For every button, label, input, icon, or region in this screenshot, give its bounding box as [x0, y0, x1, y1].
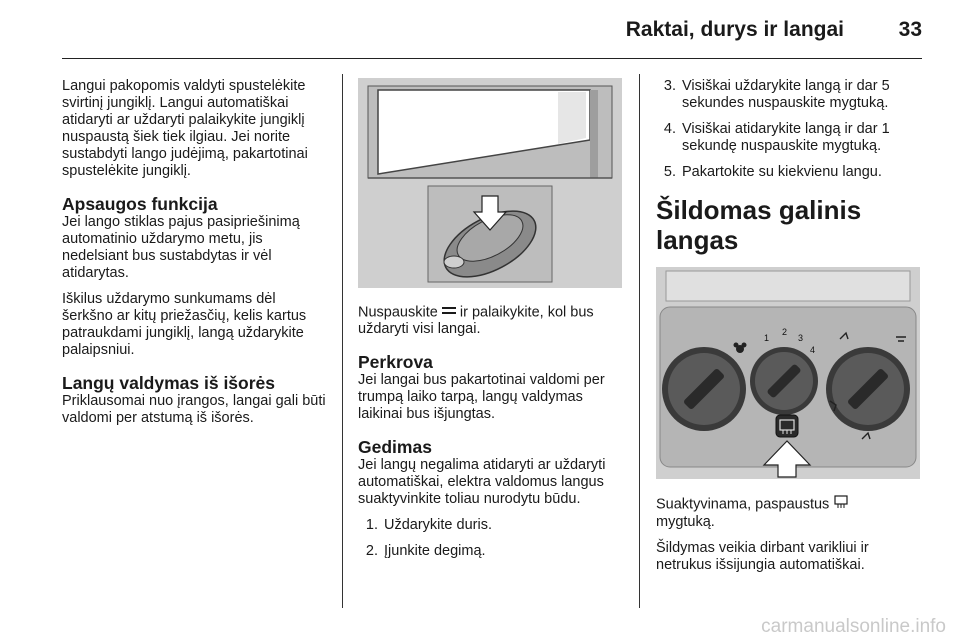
page-title: Raktai, durys ir langai: [625, 18, 844, 41]
column-2: [358, 78, 624, 569]
column-divider-1: [342, 74, 343, 608]
key-fob-illustration: [358, 78, 622, 288]
list-item: 1. Uždarykite duris.: [365, 517, 492, 534]
heading-protection: Apsaugos funkcija: [62, 194, 218, 214]
header-divider: [62, 58, 922, 59]
fault-steps-continued: [656, 78, 924, 181]
fault-paragraph: Jei langų negalima atidaryti ar uždaryti automatiškai, elektra valdomus langus suaktyvinkite toliau nurodytu būdu.: [358, 457, 606, 508]
intro-paragraph: Langui pakopomis valdyti spustelėkite svirtinį jungiklį. Langui automatiškai atidaryti ar uždaryti palaikykite jungiklį nuspaustą šiek tiek ilgiau. Jei norite sustabdyti lango judėjimą, pakartotinai spustelėkite jungiklį.: [62, 78, 308, 179]
key-fob-figure: [358, 78, 622, 288]
fan-knob: [750, 347, 818, 415]
heading-fault: Gedimas: [358, 437, 432, 458]
activation-paragraph: Suaktyvinama, paspaustus mygtuką.: [656, 495, 924, 531]
fan-speed-3: 3: [798, 333, 804, 343]
list-item: 5. Pakartokite su kiekvienu langu.: [663, 164, 882, 180]
air-distribution-knob: [826, 347, 910, 431]
protection-paragraph: Jei lango stiklas pajus pasipriešinimą automatinio uždarymo metu, jis nedelsiant bus sustabdytas ir vėl atidarytas.: [62, 214, 300, 281]
climate-panel-illustration: [656, 267, 920, 479]
climate-panel-figure: [656, 267, 920, 479]
heading-remote: Langų valdymas iš išorės: [62, 373, 276, 393]
column-divider-2: [639, 74, 640, 608]
column-1: [62, 78, 326, 436]
section-title: Šildomas galinis langas: [656, 195, 862, 255]
list-item: 3. Visiškai uždarykite langą ir dar 5 sekundes nuspauskite mygtuką.: [663, 78, 890, 111]
fault-steps: [358, 517, 624, 560]
lock-button-icon: [442, 304, 456, 321]
list-item: 2. Įjunkite degimą.: [365, 543, 486, 560]
heading-overload: Perkrova: [358, 352, 433, 373]
page-header: [0, 0, 960, 60]
rear-window-heating-icon: [833, 495, 849, 514]
overload-paragraph: Jei langai bus pakartotinai valdomi per trumpą laiko tarpą, langų valdymas laikinai bus išjungtas.: [358, 372, 605, 423]
key-caption: Nuspauskite ir palaikykite, kol bus uždaryti visi langai.: [358, 304, 594, 338]
rear-window-heating-button: [776, 415, 798, 437]
fan-speed-1: 1: [764, 333, 770, 343]
column-3: [656, 78, 924, 583]
temperature-knob: [662, 347, 746, 431]
fan-speed-4: 4: [810, 345, 816, 355]
fan-speed-2: 2: [782, 327, 788, 337]
heating-info-paragraph: Šildymas veikia dirbant varikliui ir netrukus išsijungia automatiškai.: [656, 540, 869, 573]
page-number: 33: [898, 18, 922, 41]
remote-paragraph: Priklausomai nuo įrangos, langai gali būti valdomi per atstumą iš išorės.: [62, 393, 326, 426]
frost-paragraph: Iškilus uždarymo sunkumams dėl šerkšno ar kitų priežasčių, kelis kartus patraukdami jungiklį, langą uždarykite palaipsniui.: [62, 291, 307, 358]
list-item: 4. Visiškai atidarykite langą ir dar 1 sekundę nuspauskite mygtuką.: [663, 121, 890, 154]
watermark: carmanualsonline.info: [761, 616, 946, 637]
